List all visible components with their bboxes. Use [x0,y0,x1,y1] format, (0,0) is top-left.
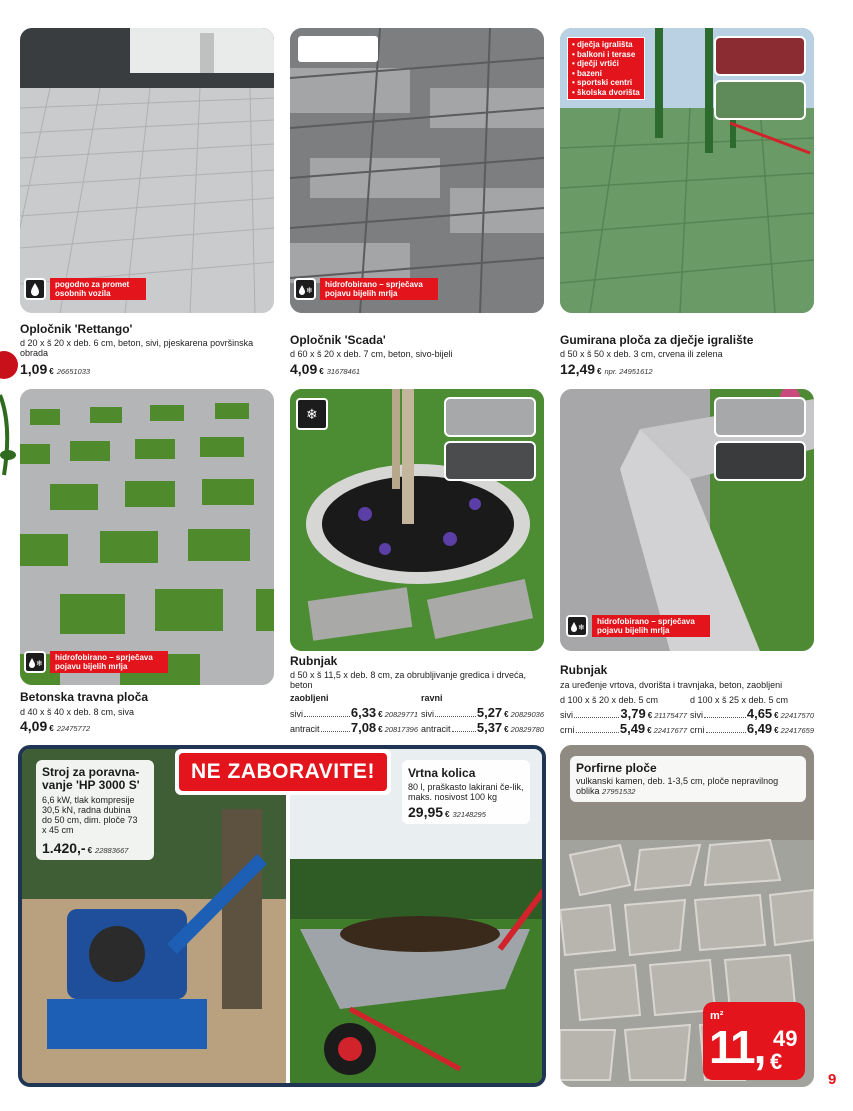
grey-swatch [444,397,536,437]
svg-text:❄: ❄ [36,659,43,668]
water-drop-snowflake-icon [24,651,46,673]
rubnjak1-title: Rubnjak [290,654,338,668]
price-value: 1.420,- [42,840,86,856]
travna-title: Betonska travna ploča [20,690,149,704]
scada-price [290,361,360,377]
stroj-title: Stroj za poravna-vanje 'HP 3000 S' [42,765,140,792]
price-currency: € [770,1049,783,1074]
green-swatch [714,80,806,120]
svg-text:❄: ❄ [306,286,313,295]
travna-badge [24,651,168,673]
scada-badge [294,278,438,300]
ne-zaboravite-banner [175,749,391,795]
currency: € [445,810,450,819]
price-row: antracit 7,08 € 20817396 [290,720,418,735]
product-code: 22475772 [56,724,91,733]
porfirne-title: Porfirne ploče [576,761,657,775]
kolica-title: Vrtna kolica [408,766,476,780]
price-row: sivi 6,33 € 20829771 [290,705,418,720]
product-code: 32148295 [452,810,486,819]
svg-text:❄: ❄ [306,406,318,422]
rettango-badge-text: pogodno za promet osobnih vozila [50,278,146,300]
rubnjak2-badge-text: hidrofobirano – sprječava pojavu bijelih mrlja [592,615,710,637]
black-swatch [714,441,806,481]
column-header: d 100 x š 25 x deb. 5 cm [690,695,789,705]
price-row: crni 5,49 € 22417677 [560,721,687,736]
scada-badge-text: hidrofobirano – sprječava pojavu bijelih mrlja [320,278,438,300]
stroj-card [36,760,154,860]
price-value: 12,49 [560,361,596,377]
gumirana-price [560,361,653,377]
rettango-title: Opločnik 'Rettango' [20,322,133,336]
currency: € [319,367,324,376]
gumirana-title: Gumirana ploča za dječje igralište [560,333,754,347]
usage-item: • školska dvorišta [572,87,640,97]
price-value: 4,09 [20,718,48,734]
porfirne-desc-text: vulkanski kamen, deb. 1-3,5 cm, ploče nepravilnog oblika [576,776,779,796]
porfirne-desc [576,776,802,797]
gumirana-usage-list [567,37,645,100]
scada-desc: d 60 x š 20 x deb. 7 cm, beton, sivo-bijeli [290,349,453,359]
usage-item: • dječji vrtići [572,59,619,68]
price-row: sivi 5,27 € 20829036 [421,705,544,720]
banner-text: NE ZABORAVITE! [191,760,375,783]
water-drop-snowflake-icon [566,615,588,637]
travna-desc: d 40 x š 40 x deb. 8 cm, siva [20,707,135,717]
kolica-card [402,760,530,824]
usage-item: • sportski centri [572,78,633,87]
product-code: 22883667 [95,846,129,855]
product-code: 26651033 [56,367,91,376]
price-value: 29,95 [408,804,444,820]
snowflake-icon [296,398,328,430]
product-code: npr. 24951612 [604,367,653,376]
rubnjak2-desc: za uređenje vrtova, dvorišta i travnjaka, beton, zaobljeni [560,680,783,690]
rose-decoration [0,325,18,485]
svg-text:❄: ❄ [578,623,585,632]
currency: € [87,846,93,855]
column-header: ravni [421,693,443,703]
scada-title: Opločnik 'Scada' [290,333,386,347]
price-value: 4,09 [290,361,318,377]
currency: € [49,367,54,376]
scada-photo [290,28,544,313]
column-header: d 100 x š 20 x deb. 5 cm [560,695,659,705]
usage-item: • balkoni i terase [572,49,636,59]
rubnjak2-title: Rubnjak [560,663,608,677]
water-drop-snowflake-icon [294,278,316,300]
rubnjak1-desc: d 50 x š 11,5 x deb. 8 cm, za obrubljivanje gredica i drveća, beton [290,670,526,690]
price-value: 1,09 [20,361,48,377]
rubnjak2-badge [566,615,710,637]
kolica-price [408,804,486,820]
travna-photo [20,389,274,685]
stroj-desc: 6,6 kW, tlak kompresije 30,5 kN, radna dubina do 50 cm, dim. ploče 73 x 45 cm [42,795,138,835]
travna-price [20,718,90,734]
porfirne-card [570,756,806,802]
price-row: sivi 3,79 € 21175477 [560,706,687,721]
rettango-photo [20,28,274,313]
page-number: 9 [828,1071,837,1088]
water-drop-icon [24,278,46,300]
rettango-badge [24,278,146,300]
unit-label: m² [710,1010,724,1022]
price-row: sivi 4,65 € 22417570 [690,706,814,721]
kolica-desc: 80 l, praškasto lakirani če-lik, maks. nosivost 100 kg [408,782,524,802]
stroj-price [42,840,128,856]
grey-swatch [714,397,806,437]
red-swatch [714,36,806,76]
price-integer: 11, [709,1021,765,1073]
gumirana-desc: d 50 x š 50 x deb. 3 cm, crvena ili zelena [560,349,723,359]
rettango-price [20,361,90,377]
price-decimal: 49 [773,1026,798,1051]
porfirne-price-tag [703,1002,805,1080]
column-header: zaobljeni [290,693,329,703]
product-code: 27951532 [602,787,636,796]
currency: € [49,724,54,733]
travna-badge-text: hidrofobirano – sprječava pojavu bijelih mrlja [50,651,168,673]
usage-item: • bazeni [572,68,602,78]
price-row: crni 6,49 € 22417659 [690,721,814,736]
price-row: antracit 5,37 € 20829780 [421,720,544,735]
anthracite-swatch [444,441,536,481]
rettango-desc: d 20 x š 20 x deb. 6 cm, beton, sivi, pjeskarena površinska obrada [20,338,254,358]
product-code: 31678461 [326,367,361,376]
currency: € [597,367,602,376]
usage-item: • dječja igrališta [572,40,633,49]
